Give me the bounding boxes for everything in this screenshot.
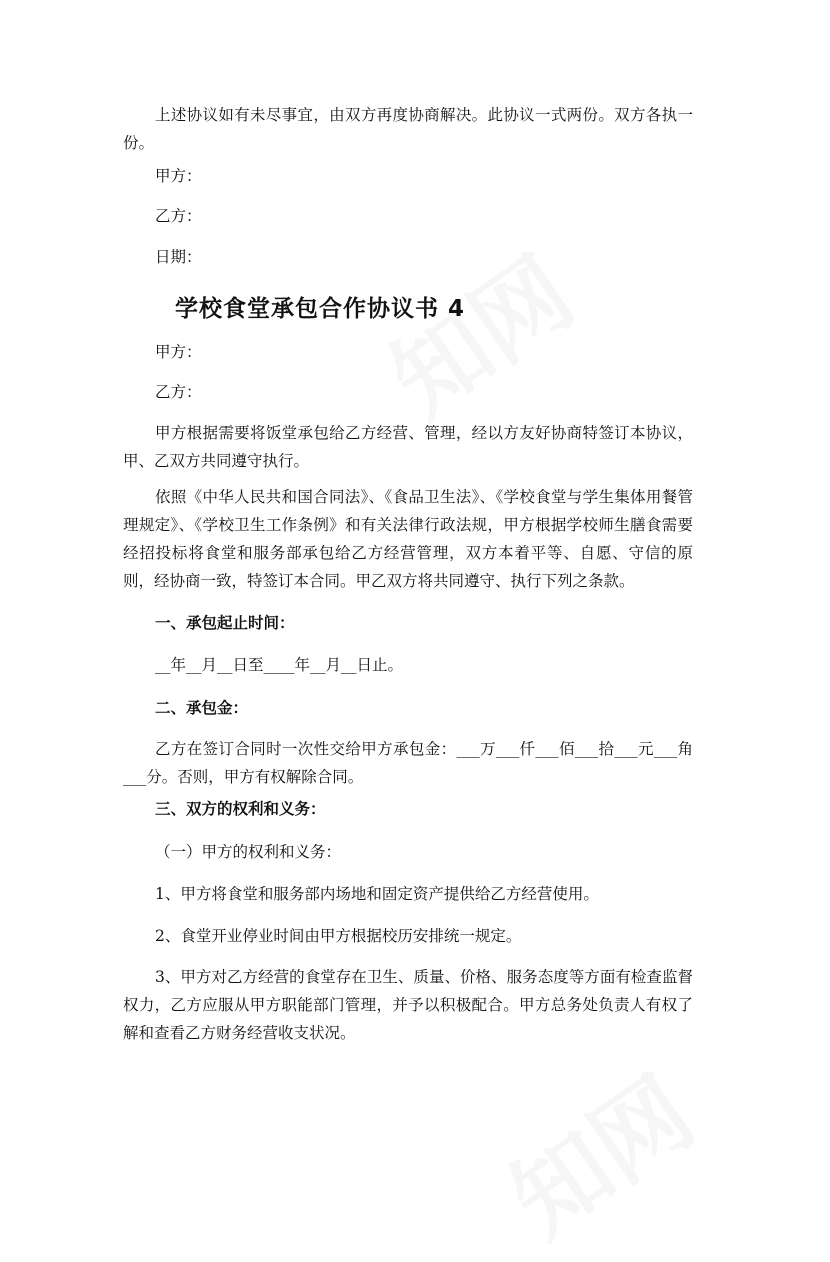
section-heading-3: 三、双方的权利和义务： — [155, 799, 326, 818]
party-a-label-2: 甲方： — [155, 343, 202, 361]
document-title: 学校食堂承包合作协议书 4 — [175, 296, 466, 322]
clause-1: 1、甲方将食堂和服务部内场地和固定资产提供给乙方经营使用。 — [155, 885, 599, 903]
date-label: 日期： — [155, 248, 202, 266]
watermark-lower — [480, 1040, 716, 1262]
subsection-heading-1: （一）甲方的权利和义务： — [155, 843, 342, 861]
party-b-label-2: 乙方： — [155, 383, 202, 401]
intro-paragraph-2: 依照《中华人民共和国合同法》、《食品卫生法》、《学校食堂与学生集体用餐管理规定》、《学校卫生工作条例》和有关法律行政法规，甲方根据学校师生膳食需要经招投标将食堂和服务部承包给乙方经营管理，双方本着平等、自愿、守信的原则，经协商一致，特签订本合同。甲乙双方将共同遵守、执行下列之条款。 — [123, 488, 693, 590]
term-line: __年__月__日至____年__月__日止。 — [155, 656, 404, 674]
clause-3: 3、甲方对乙方经营的食堂存在卫生、质量、价格、服务态度等方面有检查监督权力，乙方应服从甲方职能部门管理，并予以积极配合。甲方总务处负责人有权了解和查看乙方财务经营收支状况。 — [123, 968, 693, 1042]
fee-paragraph: 乙方在签订合同时一次性交给甲方承包金：___万___仟___佰___拾___元___角___分。否则，甲方有权解除合同。 — [123, 740, 693, 786]
clause-2: 2、食堂开业停业时间由甲方根据校历安排统一规定。 — [155, 927, 522, 945]
intro-paragraph-1: 甲方根据需要将饭堂承包给乙方经营、管理，经以方友好协商特签订本协议，甲、乙双方共同遵守执行。 — [123, 424, 693, 470]
section-heading-1: 一、承包起止时间： — [155, 613, 295, 632]
party-b-label-1: 乙方： — [155, 207, 202, 225]
party-a-label-1: 甲方： — [155, 167, 202, 185]
closing-paragraph: 上述协议如有未尽事宜，由双方再度协商解决。此协议一式两份。双方各执一份。 — [123, 106, 693, 152]
section-heading-2: 二、承包金： — [155, 698, 249, 717]
